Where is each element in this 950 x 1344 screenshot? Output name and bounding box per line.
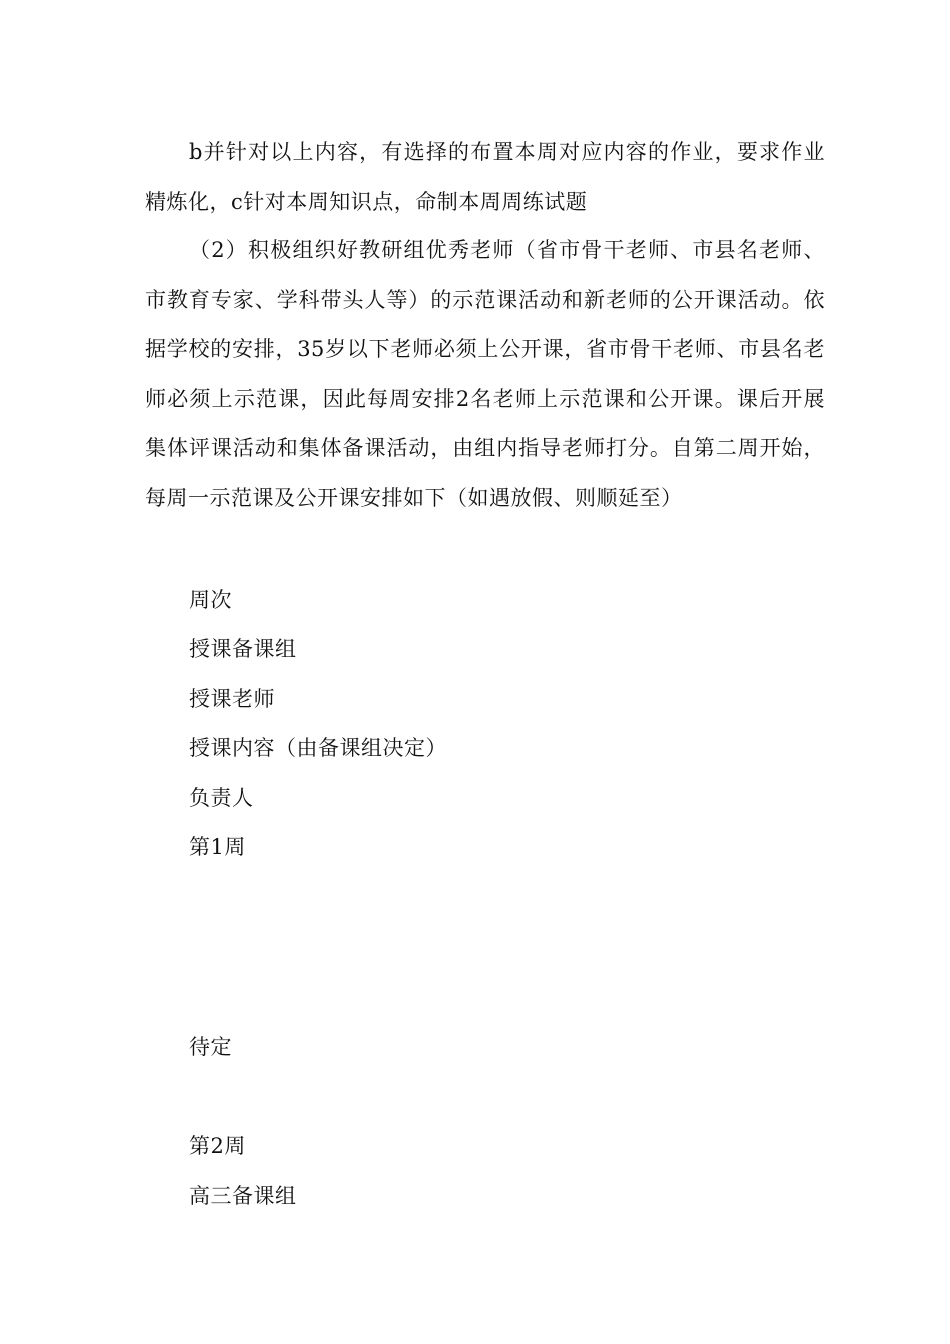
header-week: 周次 <box>189 588 232 612</box>
row-2-week: 第2周 <box>189 1134 246 1158</box>
paragraph-homework: b并针对以上内容，有选择的布置本周对应内容的作业，要求作业精炼化，c针对本周知识点，命制本周周练试题 <box>145 140 825 214</box>
header-owner: 负责人 <box>189 786 254 810</box>
row-1-week: 第1周 <box>189 835 246 859</box>
header-teacher: 授课老师 <box>189 687 275 711</box>
paragraph-demo-lessons: （2）积极组织好教研组优秀老师（省市骨干老师、市县名老师、市教育专家、学科带头人等）的示范课活动和新老师的公开课活动。依据学校的安排，35岁以下老师必须上公开课，省市骨干老师、市县名老师必须上示范课，因此每周安排2名老师上示范课和公开课。课后开展集体评课活动和集体备课活动，由组内指导老师打分。自第二周开始，每周一示范课及公开课安排如下（如遇放假、则顺延至） <box>145 238 825 510</box>
header-group: 授课备课组 <box>189 637 297 661</box>
header-content: 授课内容（由备课组决定） <box>189 736 447 760</box>
row-1-note: 待定 <box>189 1035 232 1059</box>
row-2-group: 高三备课组 <box>189 1184 297 1208</box>
